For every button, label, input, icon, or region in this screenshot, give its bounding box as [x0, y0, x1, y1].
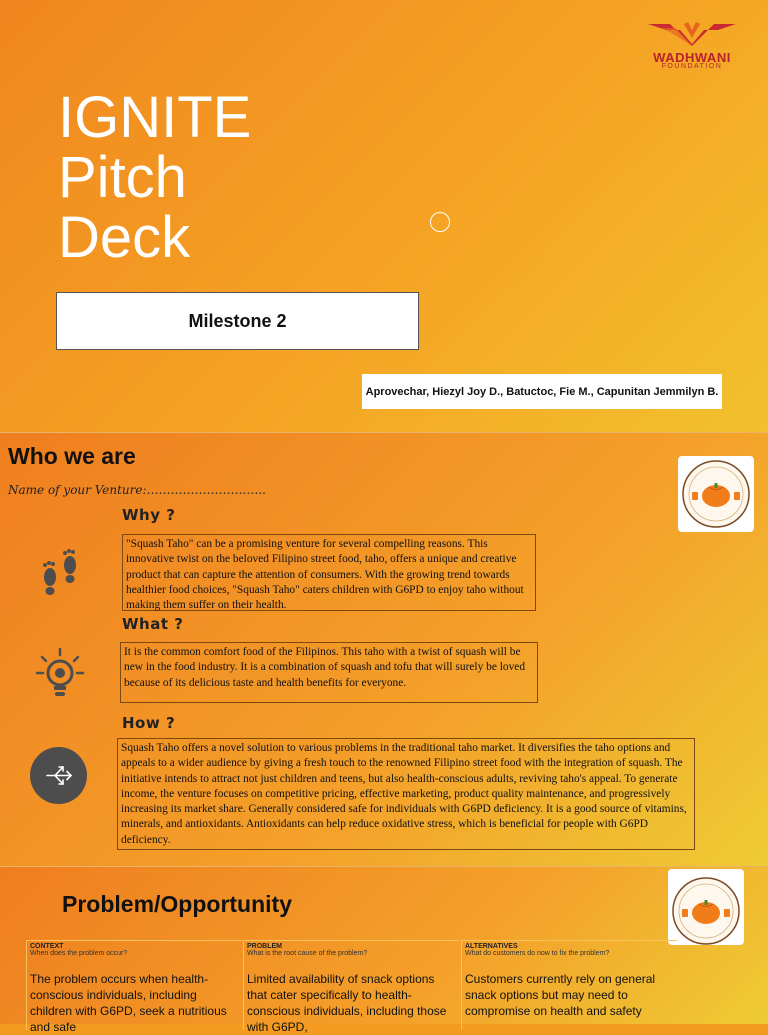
what-label: What ?	[122, 615, 184, 633]
who-we-are-slide	[0, 433, 768, 866]
why-label: Why ?	[122, 506, 176, 524]
squash-taho-logo-icon	[678, 456, 754, 532]
problem-body: Limited availability of snack options that cater specifically to health-conscious individuals, including those with G6PD,	[247, 972, 447, 1034]
what-text-box: It is the common comfort food of the Filipinos. This taho with a twist of squash will be new in the food industry. It is a combination of squash and tofu that will surely be loved because of its delicious taste and health benefits for everyone.	[120, 642, 538, 703]
share-network-icon	[30, 747, 87, 804]
alternatives-question: What do customers do now to fix the problem?	[465, 950, 610, 957]
lightbulb-icon	[36, 647, 84, 699]
title-line-1: IGNITE	[58, 85, 252, 150]
alternatives-body: Customers currently rely on general snack options but may need to compromise on health and safety	[465, 972, 656, 1018]
venture-name-line: Name of your Venture:…………………….…..	[8, 483, 266, 497]
context-column	[26, 940, 242, 1034]
footsteps-icon	[40, 547, 82, 599]
title-line-2: Pitch	[58, 145, 187, 210]
context-body: The problem occurs when health-conscious individuals, including children with G6PD, seek a nutritious and safe	[30, 972, 227, 1034]
how-text-box: Squash Taho offers a novel solution to various problems in the traditional taho market. It diversifies the taho options and appeals to a wider audience by giving a fresh touch to the renowned Filipino street food with the integration of squash. The initiative intends to attract not just children and teens, but also health-conscious adults, reviving taho's appeal. To generate income, the venture focuses on competitive pricing, effective marketing, product quality maintenance, and progressively increasing its market share. Generally considered safe for individuals with G6PD deficiency. It is a good source of vitamins, minerals, and antioxidants. Antioxidants can help reduce oxidative stress, which is beneficial for people with G6PD deficiency.	[117, 738, 695, 850]
problem-column	[243, 940, 459, 1034]
squash-taho-badge	[678, 456, 754, 532]
why-text-box: "Squash Taho" can be a promising venture for several compelling reasons. This innovative twist on the beloved Filipino street food, taho, offers a unique and creative product that can capture the attention of consumers. With the growing trend towards healthier food choices, "Squash Taho" caters children with G6PD to enjoy taho without making them suffer on their health.	[122, 534, 536, 611]
wadhwani-logo	[640, 20, 744, 72]
logo-subtitle: FOUNDATION	[661, 63, 723, 70]
alternatives-heading: ALTERNATIVES	[465, 943, 518, 950]
problem-question: What is the root cause of the problem?	[247, 950, 368, 957]
squash-taho-badge	[668, 869, 744, 945]
cover-slide	[0, 0, 768, 432]
decorative-ring-icon	[430, 212, 450, 232]
deck-title	[58, 85, 252, 270]
milestone-box: Milestone 2	[56, 292, 419, 350]
slide-title: Who we are	[8, 443, 136, 469]
context-heading: CONTEXT	[30, 943, 64, 950]
wadhwani-flame-icon	[640, 20, 744, 50]
title-line-3: Deck	[58, 205, 191, 270]
squash-taho-logo-icon	[668, 869, 744, 953]
slide-title: Problem/Opportunity	[62, 891, 292, 917]
context-question: When does the problem occur?	[30, 950, 128, 957]
how-label: How ?	[122, 714, 176, 732]
logo-name: WADHWANI	[653, 50, 731, 65]
problem-heading: PROBLEM	[247, 943, 282, 950]
authors-box: Aprovechar, Hiezyl Joy D., Batuctoc, Fie M., Capunitan Jemmilyn B.	[362, 374, 722, 409]
alternatives-column	[461, 940, 677, 1030]
problem-opportunity-slide	[0, 867, 768, 1034]
